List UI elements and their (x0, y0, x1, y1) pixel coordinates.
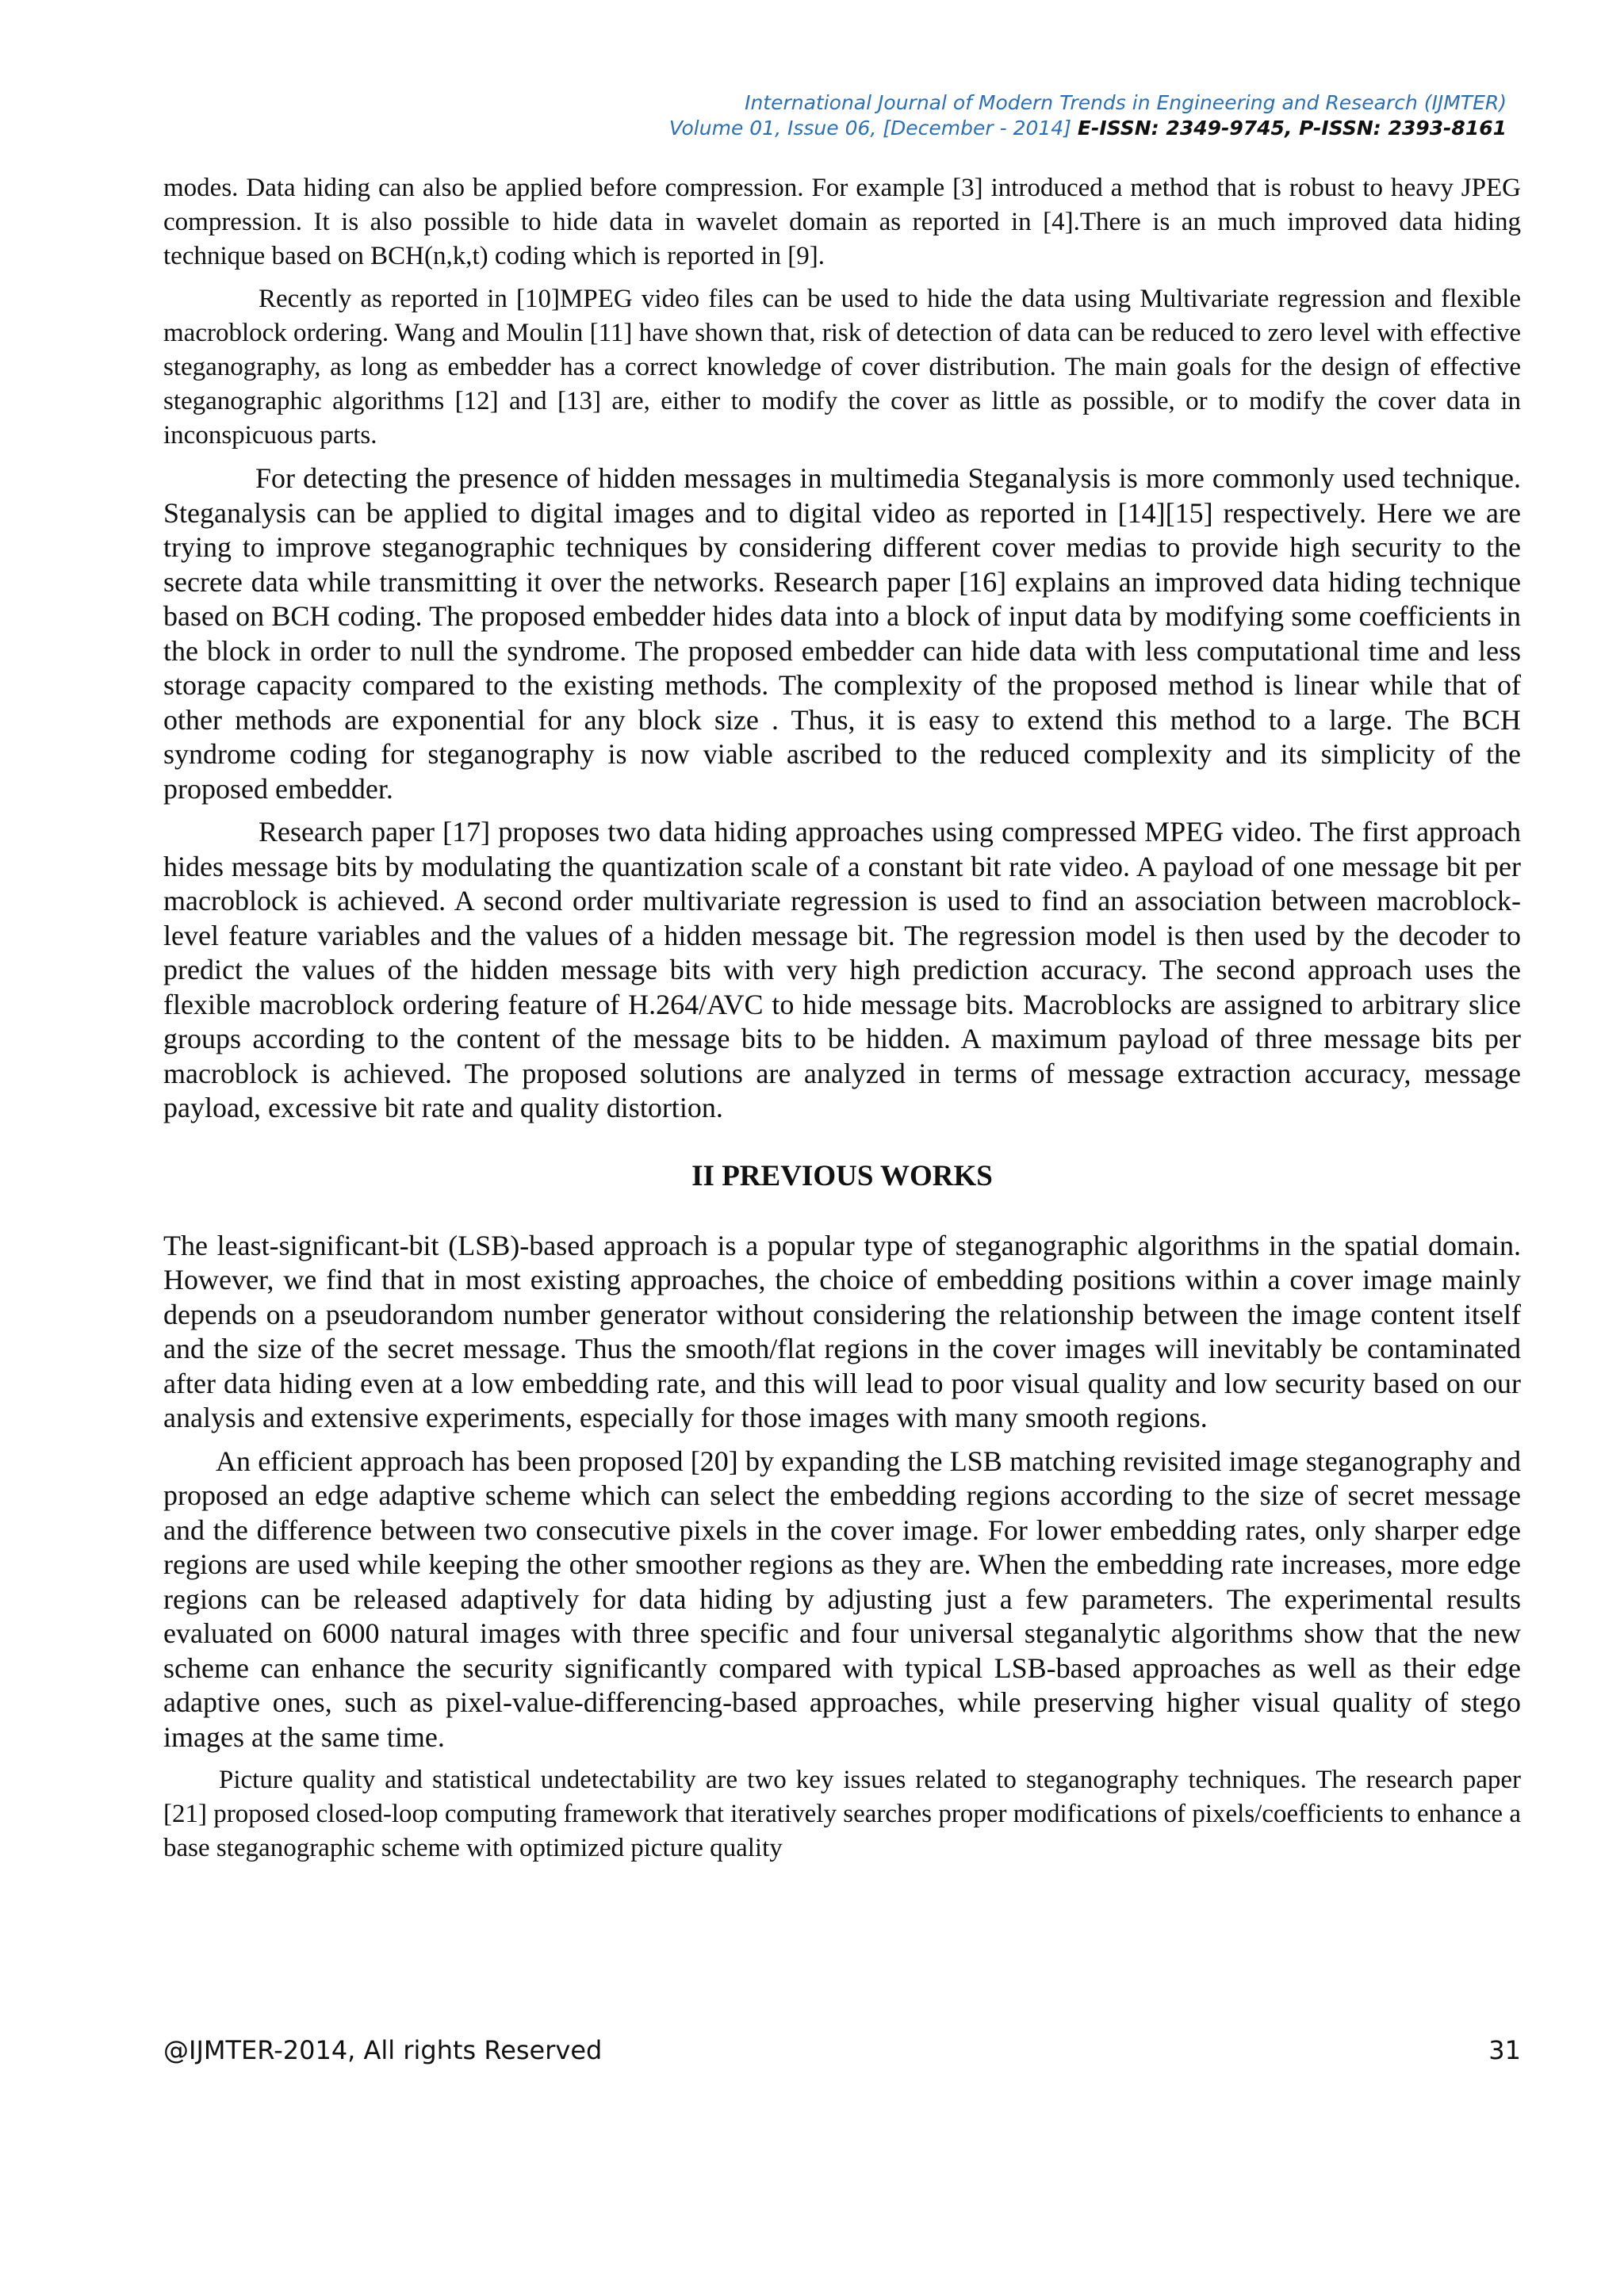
paragraph-recently: Recently as reported in [10]MPEG video files can be used to hide the data using Multivariate regression and flexible macroblock ordering. Wang and Moulin [11] have shown that, risk of detection of data can be reduced to zero level with effective steganography, as long as embedder has a correct knowledge of cover distribution. The main goals for the design of effective steganographic algorithms [12] and [13] are, either to modify the cover as little as possible, or to modify the cover data in inconspicuous parts. (163, 285, 1521, 450)
paragraph-modes: modes. Data hiding can also be applied before compression. For example [3] introduced a method that is robust to heavy JPEG compression. It is also possible to hide data in wavelet domain as reported in [4].There is an much improved data hiding technique based on BCH(n,k,t) coding which is reported in [9]. (163, 174, 1521, 270)
journal-issn: E-ISSN: 2349-9745, P-ISSN: 2393-8161 (1077, 117, 1507, 140)
article-body (163, 171, 1521, 1874)
journal-volume: Volume 01, Issue 06, [December - 2014] (668, 117, 1071, 140)
paragraph-research-17: Research paper [17] proposes two data hiding approaches using compressed MPEG video. The first approach hides message bits by modulating the quantization scale of a constant bit rate video. A payload of one message bit per macroblock is achieved. A second order multivariate regression is used to find an association between macroblock-level feature variables and the values of a hidden message bit. The regression model is then used by the decoder to predict the values of the hidden message bits with very high prediction accuracy. The second approach uses the flexible macroblock ordering feature of H.264/AVC to hide message bits. Macroblocks are assigned to arbitrary slice groups according to the content of the message bits to be hidden. A maximum payload of three message bits per macroblock is achieved. The proposed solutions are analyzed in terms of message extraction accuracy, message payload, excessive bit rate and quality distortion. (163, 816, 1521, 1123)
paragraph-lsb: The least-significant-bit (LSB)-based approach is a popular type of steganographic algorithms in the spatial domain. However, we find that in most existing approaches, the choice of embedding positions within a cover image mainly depends on a pseudorandom number generator without considering the relationship between the image content itself and the size of the secret message. Thus the smooth/flat regions in the cover images will inevitably be contaminated after data hiding even at a low embedding rate, and this will lead to poor visual quality and low security based on our analysis and extensive experiments, especially for those images with many smooth regions. (163, 1229, 1521, 1433)
journal-header (317, 90, 1507, 141)
page-footer (163, 2034, 1521, 2066)
section-heading: II PREVIOUS WORKS (691, 1159, 993, 1192)
journal-volume-line (317, 116, 1507, 141)
copyright-notice: @IJMTER-2014, All rights Reserved (163, 2035, 603, 2065)
paragraph-picture-quality: Picture quality and statistical undetectability are two key issues related to steganography techniques. The research paper [21] proposed closed-loop computing framework that iteratively searches proper modifications of pixels/coefficients to enhance a base steganographic scheme with optimized picture quality (163, 1766, 1521, 1862)
page-number: 31 (1488, 2035, 1521, 2065)
journal-title: International Journal of Modern Trends in Engineering and Research (IJMTER) (745, 91, 1507, 114)
paragraph-efficient-approach: An efficient approach has been proposed [20] by expanding the LSB matching revisited image steganography and proposed an edge adaptive scheme which can select the embedding regions according to the size of secret message and the difference between two consecutive pixels in the cover image. For lower embedding rates, only sharper edge regions are used while keeping the other smoother regions as they are. When the embedding rate increases, more edge regions can be released adaptively for data hiding by adjusting just a few parameters. The experimental results evaluated on 6000 natural images with three specific and four universal steganalytic algorithms show that the new scheme can enhance the security significantly compared with typical LSB-based approaches as well as their edge adaptive ones, such as pixel-value-differencing-based approaches, while preserving higher visual quality of stego images at the same time. (163, 1445, 1521, 1753)
paragraph-steganalysis: For detecting the presence of hidden messages in multimedia Steganalysis is more commonly used technique. Steganalysis can be applied to digital images and to digital video as reported in [14][15] respectively. Here we are trying to improve steganographic techniques by considering different cover medias to provide high security to the secrete data while transmitting it over the networks. Research paper [16] explains an improved data hiding technique based on BCH coding. The proposed embedder hides data into a block of input data by modifying some coefficients in the block in order to null the syndrome. The proposed embedder can hide data with less computational time and less storage capacity compared to the existing methods. The complexity of the proposed method is linear while that of other methods are exponential for any block size . Thus, it is easy to extend this method to a large. The BCH syndrome coding for steganography is now viable ascribed to the reduced complexity and its simplicity of the proposed embedder. (163, 462, 1521, 805)
